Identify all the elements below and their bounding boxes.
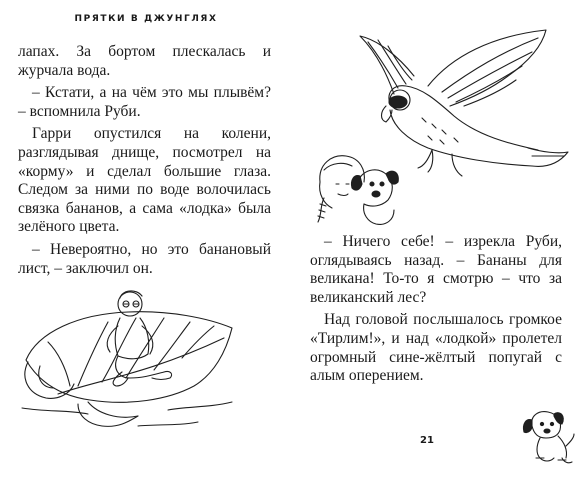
right-page bbox=[292, 0, 583, 488]
paragraph: – Кстати, а на чём это мы плывём? – вспомнила Руби. bbox=[18, 84, 271, 120]
small-dog-illustration bbox=[518, 408, 576, 468]
paragraph: – Невероятно, но это банановый лист, – заключил он. bbox=[18, 240, 271, 277]
paragraph: – Ничего себе! – изрекла Руби, оглядываясь назад. – Бананы для великана! То-то я смотрю – что за великанский лес? bbox=[310, 233, 562, 306]
paragraph: Над головой послышалось громкое «Тирлим!», и над «лодкой» пролетел огромный сине-жёлтый попугай с алым оперением. bbox=[310, 311, 562, 385]
page-number: 21 bbox=[420, 435, 434, 446]
running-head: ПРЯТКИ В ДЖУНГЛЯХ bbox=[74, 14, 218, 24]
left-page-text bbox=[18, 43, 271, 278]
right-page-text bbox=[310, 233, 562, 386]
girl-and-dog-illustration bbox=[314, 148, 404, 228]
paragraph: Гарри опустился на колени, разглядывая днище, посмотрел на «корму» и сделал большие глаза. Следом за ними по воде волочилась связка бананов, а сама «лодка» была зелёного цвета. bbox=[18, 125, 271, 236]
paragraph: лапах. За бортом плескалась и журчала вода. bbox=[18, 43, 271, 79]
boy-on-banana-leaf-illustration bbox=[18, 282, 248, 432]
